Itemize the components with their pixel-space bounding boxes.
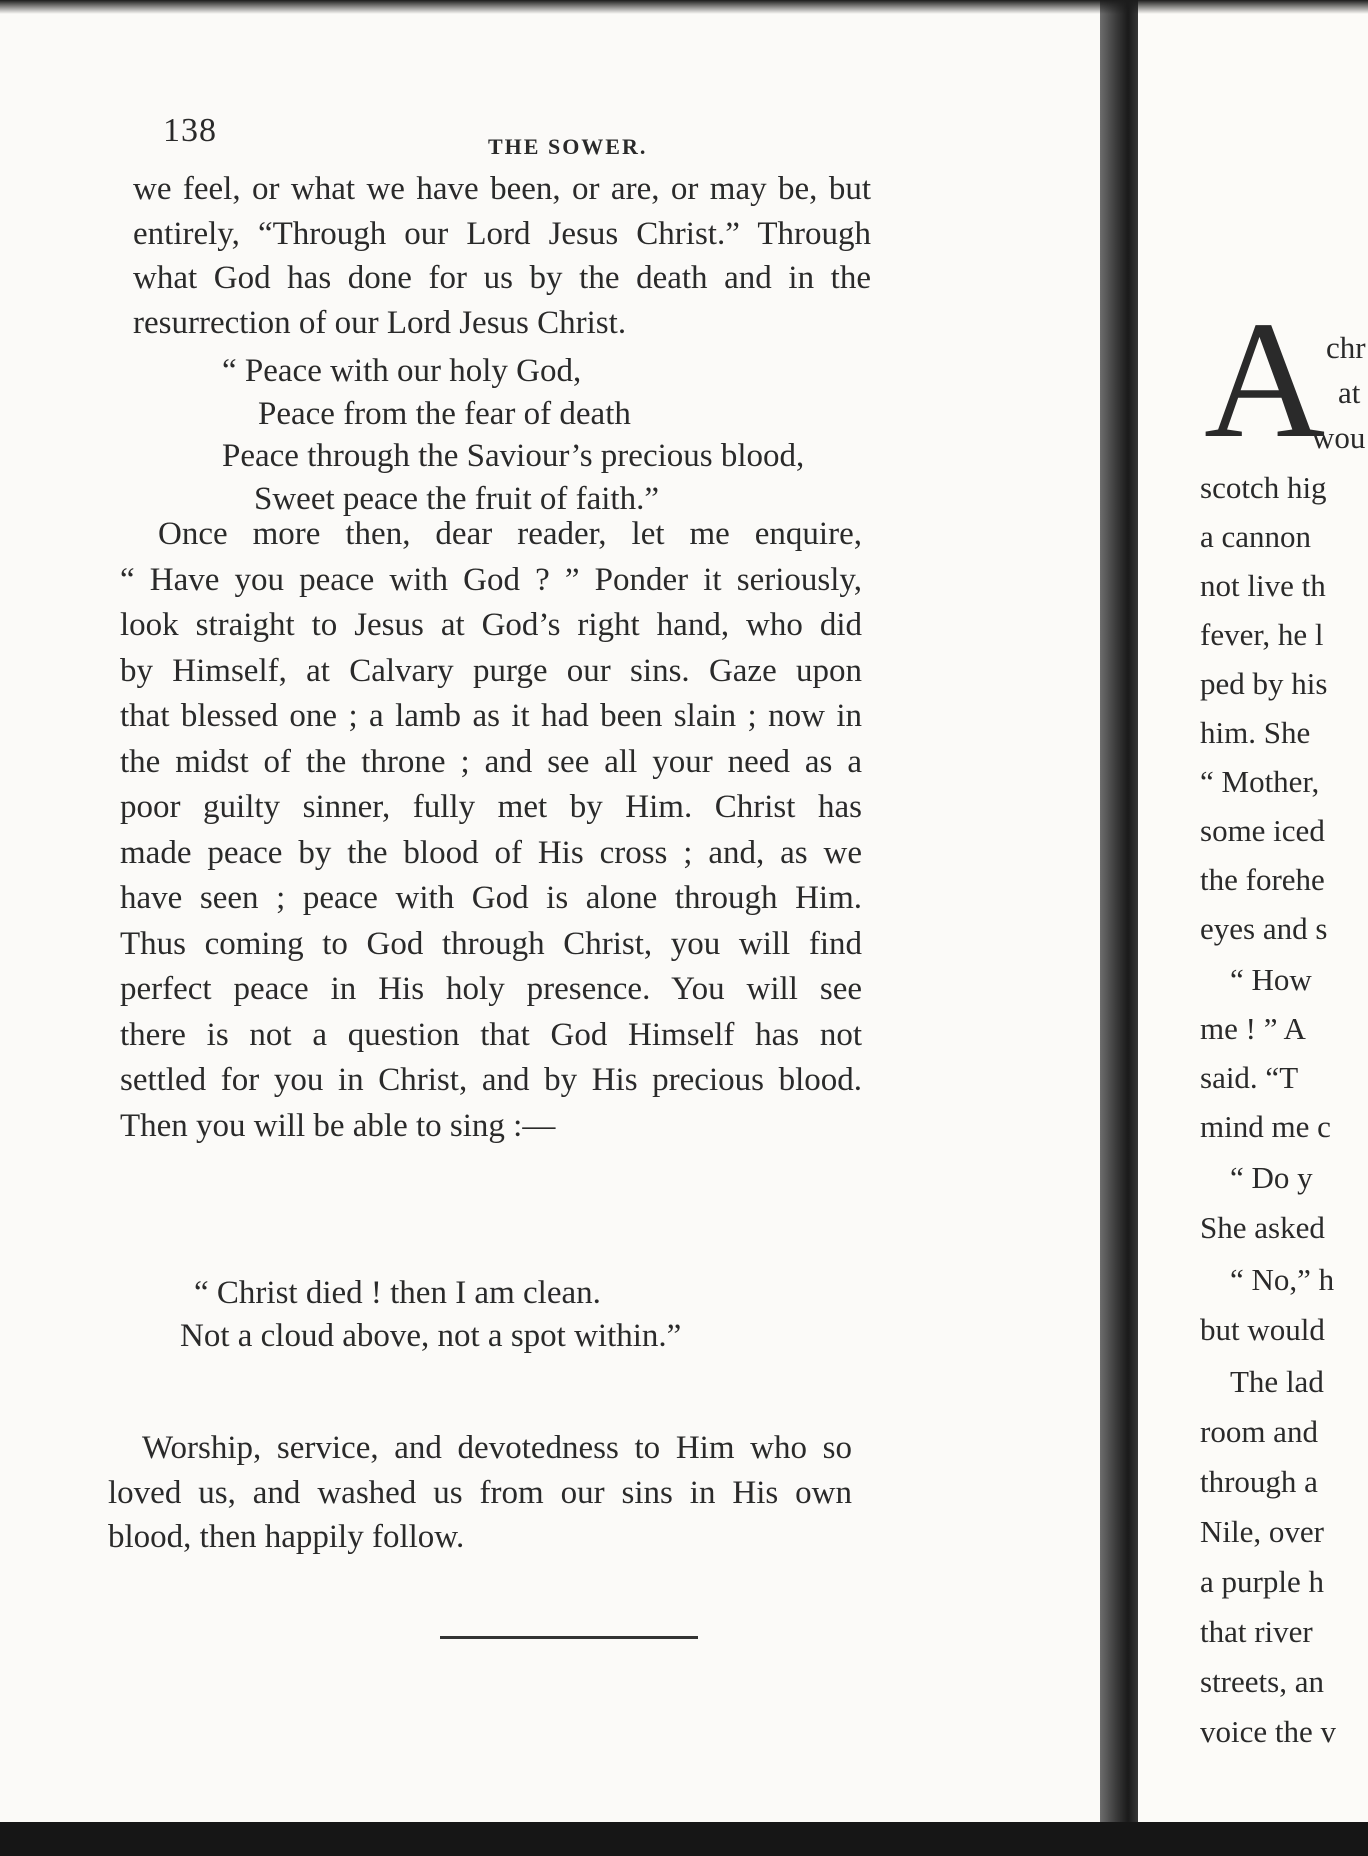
text-line: what God has done for us by the death and in the [133, 260, 871, 297]
drop-cap: A [1204, 287, 1326, 473]
text-line: poor guilty sinner, fully met by Him. Christ has [120, 789, 862, 826]
text-line: not live th [1200, 568, 1326, 603]
verse-line: “ Peace with our holy God, [222, 353, 582, 389]
text-line: Worship, service, and devotedness to Him who so [142, 1430, 852, 1466]
text-line: wou [1312, 420, 1366, 455]
paragraph-2 [120, 512, 862, 1149]
text-line: Once more then, dear reader, let me enquire, [158, 516, 862, 552]
text-line: a cannon [1200, 519, 1312, 554]
text-line: him. She [1200, 715, 1311, 750]
text-line: through a [1200, 1464, 1318, 1499]
running-head: THE SOWER. [488, 134, 648, 159]
text-line: we feel, or what we have been, or are, or may be, but [133, 171, 871, 207]
right-page [1138, 0, 1368, 1830]
text-line: Thus coming to God through Christ, you will find [120, 925, 862, 962]
page-number: 138 [163, 112, 217, 149]
text-line: loved us, and washed us from our sins in His own [108, 1474, 852, 1511]
text-line: resurrection of our Lord Jesus Christ. [133, 304, 627, 341]
text-line: look straight to Jesus at God’s right hand, who did [120, 607, 862, 644]
paragraph-1 [133, 167, 871, 345]
text-line: She asked [1200, 1210, 1325, 1245]
text-line: “ Mother, [1200, 764, 1320, 799]
text-line: some iced [1200, 813, 1325, 848]
scan-bottom-edge [0, 1822, 1368, 1856]
text-line: voice the v [1200, 1714, 1337, 1749]
text-line: Then you will be able to sing :— [120, 1107, 556, 1144]
book-gutter [1100, 0, 1140, 1830]
verse-line: Sweet peace the fruit of faith.” [254, 480, 659, 517]
text-line: that blessed one ; a lamb as it had been slain ; now in [120, 698, 862, 735]
verse-line: Not a cloud above, not a spot within.” [180, 1317, 682, 1354]
verse-line: Peace from the fear of death [258, 395, 631, 432]
text-line: The lad [1230, 1364, 1324, 1399]
text-line: the forehe [1200, 862, 1325, 897]
text-line: scotch hig [1200, 470, 1327, 505]
paragraph-3 [108, 1426, 852, 1560]
text-line: entirely, “Through our Lord Jesus Christ.” Through [133, 215, 871, 252]
text-line: perfect peace in His holy presence. You will see [120, 971, 862, 1008]
text-line: that river [1200, 1614, 1313, 1649]
text-line: a purple h [1200, 1564, 1324, 1599]
text-line: there is not a question that God Himself has not [120, 1016, 862, 1053]
verse-line: Peace through the Saviour’s precious blood, [222, 438, 805, 475]
text-line: ped by his [1200, 666, 1328, 701]
text-line: at [1338, 375, 1361, 410]
verse-2 [180, 1272, 681, 1357]
text-line: streets, an [1200, 1664, 1324, 1699]
text-line: said. “T [1200, 1060, 1299, 1095]
text-line: Nile, over [1200, 1514, 1324, 1549]
text-line: “ How [1230, 962, 1312, 997]
scan-top-edge [0, 0, 1368, 14]
verse-1 [222, 350, 804, 520]
text-line: me ! ” A [1200, 1011, 1306, 1046]
verse-line: “ Christ died ! then I am clean. [194, 1275, 601, 1311]
text-line: the midst of the throne ; and see all your need as a [120, 743, 862, 780]
text-line: chr [1326, 330, 1366, 365]
text-line: blood, then happily follow. [108, 1519, 465, 1556]
text-line: room and [1200, 1414, 1318, 1449]
text-line: made peace by the blood of His cross ; and, as we [120, 834, 862, 871]
section-rule [440, 1636, 698, 1639]
text-line: “ No,” h [1230, 1262, 1335, 1297]
text-line: have seen ; peace with God is alone through Him. [120, 880, 862, 917]
text-line: “ Have you peace with God ? ” Ponder it seriously, [120, 561, 862, 598]
text-line: fever, he l [1200, 617, 1324, 652]
text-line: but would [1200, 1312, 1325, 1347]
text-line: mind me c [1200, 1109, 1331, 1144]
text-line: by Himself, at Calvary purge our sins. Gaze upon [120, 652, 862, 689]
text-line: “ Do y [1230, 1160, 1313, 1195]
text-line: settled for you in Christ, and by His precious blood. [120, 1062, 862, 1099]
text-line: eyes and s [1200, 911, 1328, 946]
